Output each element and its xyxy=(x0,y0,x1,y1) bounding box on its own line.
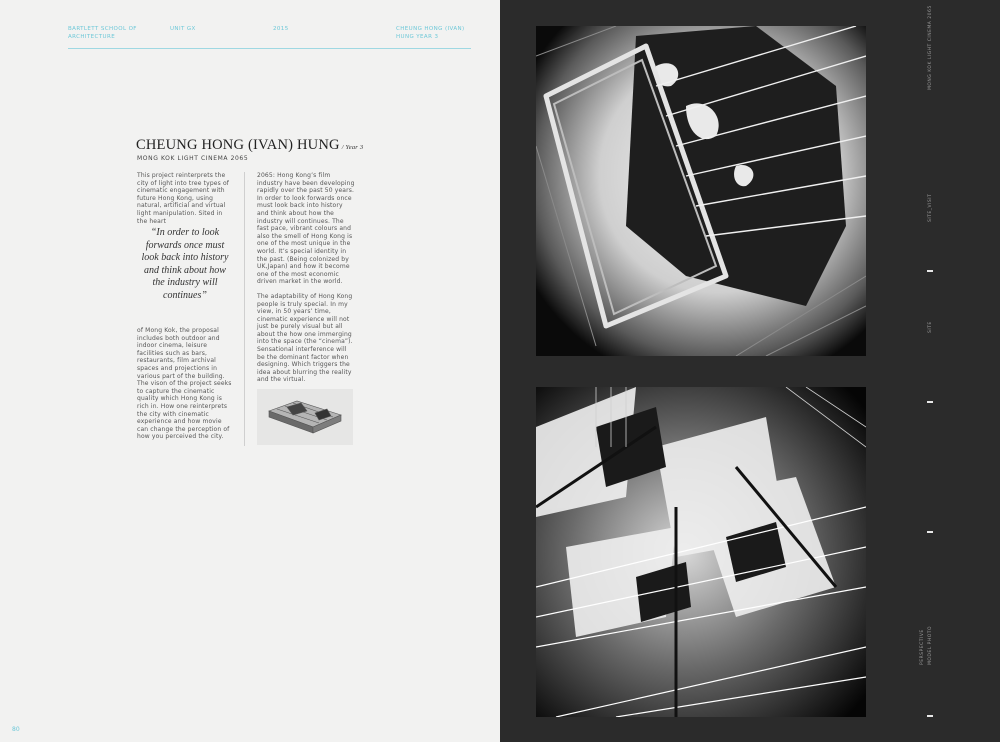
col1-paragraph-2: of Mong Kok, the proposal includes both outdoor and indoor cinema, leisure facilities such as bars, restaurants, film archival spaces and projections in various part of the building. The vison of the project seeks to capture the cinematic quality which Hong Kong is rich in. How one reinterprets the city with cinematic experience and how movie can change the perception of how you perceived the city. xyxy=(137,327,232,441)
model-thumbnail xyxy=(257,389,353,445)
header-unit: UNIT GX xyxy=(170,26,196,32)
title-text: CHEUNG HONG (IVAN) HUNG xyxy=(136,137,340,153)
side-label-bottom-2: MODEL PHOTO xyxy=(928,625,933,665)
side-label-mid-2: SITE xyxy=(928,321,933,333)
year-tag: / Year 3 xyxy=(341,144,364,151)
header-rule xyxy=(68,48,471,49)
marker-tick-3 xyxy=(927,531,933,533)
header-year: 2015 xyxy=(273,26,289,32)
header-school: BARTLETT SCHOOL OF ARCHITECTURE xyxy=(68,26,137,40)
marker-tick-4 xyxy=(927,715,933,717)
side-label-mid-1: SITE_VISIT xyxy=(928,193,933,222)
header-author: CHEUNG HONG (IVAN) HUNG YEAR 3 xyxy=(396,26,465,40)
column-1-top xyxy=(137,172,233,232)
pull-quote: “In order to look forwards once must look back into history and think about how the industry will continues” xyxy=(141,227,229,301)
model-photo-bottom xyxy=(536,387,866,717)
article-subtitle: MONG KOK LIGHT CINEMA 2065 xyxy=(137,155,249,162)
col2-paragraph-2: The adaptability of Hong Kong people is truly special. In my view, in 50 years’ time, cinematic experience will not just be purely visual but all about the how one immerging into the space (the “cinema”). Sensational interference will be the dominant factor when designing. Which triggers the idea about blurring the reality and the virtual. xyxy=(257,292,353,384)
page-number: 80 xyxy=(12,726,20,733)
article-title xyxy=(136,137,363,154)
model-photo-top xyxy=(536,26,866,356)
side-label-bottom-1: PERSPECTIVE xyxy=(920,629,925,665)
col1-paragraph: This project reinterprets the city of light into tree types of cinematic engagement with future Hong Kong, using natural, artificial and virtual light manipulation. Sited in the heart xyxy=(137,172,230,225)
marker-tick-2 xyxy=(927,401,933,403)
side-label-top: MONG KOK LIGHT CINEMA 2065 xyxy=(928,5,933,90)
col2-paragraph-1: 2065: Hong Kong’s film industry have been developing rapidly over the past 50 years. In order to look forwards once must look back into history and think about how the industry will continues. The fast pace, vibrant colours and also the smell of Hong Kong is one of the most unique in the world. It’s special identity in the past. (Being colonized by UK,Japan) and how it become one of the most economic driven market in the world. xyxy=(257,172,355,286)
column-2 xyxy=(257,172,355,391)
marker-tick-1 xyxy=(927,270,933,272)
column-1-bottom xyxy=(137,327,233,448)
column-divider xyxy=(244,172,245,446)
